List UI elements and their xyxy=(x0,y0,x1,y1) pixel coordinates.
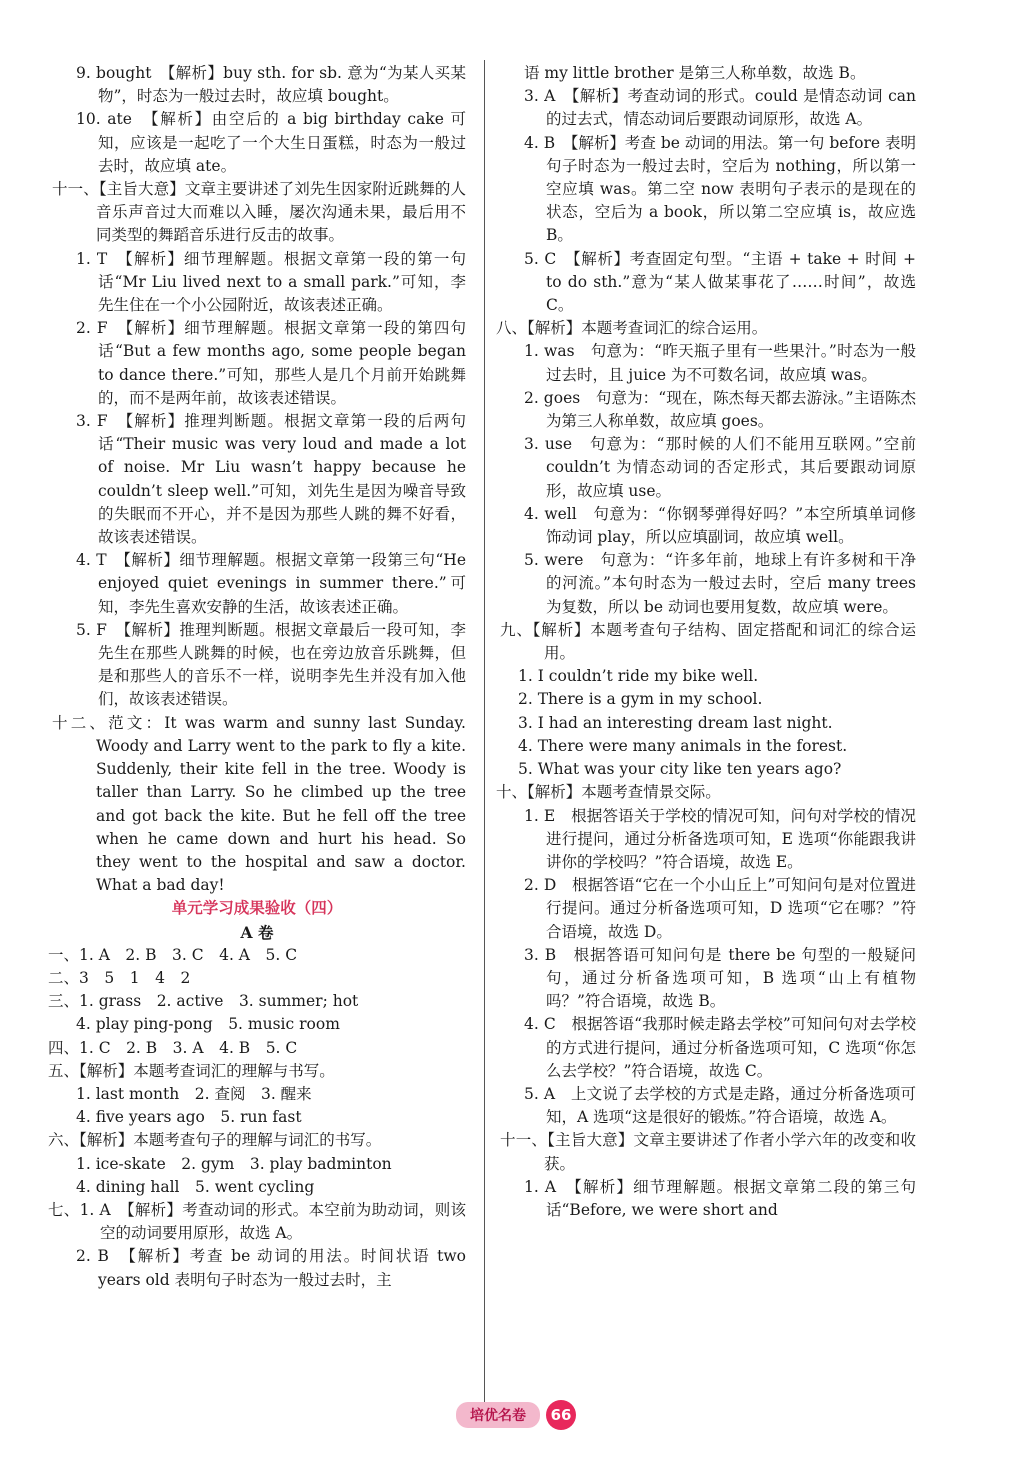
answer-paragraph: 十一、【主旨大意】文章主要讲述了刘先生因家附近跳舞的人音乐声音过大而难以入睡，屡次沟通未果，最后用不同类型的舞蹈音乐进行反击的故事。 xyxy=(52,180,466,245)
answer-paragraph: 1. A 【解析】细节理解题。根据文章第二段的第三句话“Before, we were short and xyxy=(524,1177,916,1219)
answer-paragraph: 4. C 根据答语“我那时候走路去学校”可知问句对去学校的方式进行提问，通过分析备选项可知，C 选项“你怎么去学校？”符合语境，故选 C。 xyxy=(524,1015,916,1080)
answer-paragraph: 2. D 根据答语“它在一个小山丘上”可知问句是对位置进行提问。通过分析备选项可知，D 选项“它在哪？”符合语境，故选 D。 xyxy=(524,876,916,941)
answer-paragraph: 5. C 【解析】考查固定句型。“主语 + take + 时间 + to do sth.”意为“某人做某事花了……时间”，故选 C。 xyxy=(524,249,916,315)
answer-paragraph: 一、1. A 2. B 3. C 4. A 5. C xyxy=(48,945,298,964)
answer-paragraph: 3. F 【解析】推理判断题。根据文章第一段的后两句话“Their music was very loud and made a lot of noise. Mr Liu wasn’t happy because he couldn’t sleep well.”可知，刘先生是因为噪音导致的失眠而不开心，并不是因为那些人跳的舞不好看，故该表述错误。 xyxy=(76,412,466,547)
answer-paragraph: 九、【解析】本题考查句子结构、固定搭配和词汇的综合运用。 xyxy=(500,620,916,663)
answer-paragraph: 2. F 【解析】细节理解题。根据文章第一段的第四句话“But a few months ago, some people began to dance there.”可知，那些人是几个月前开始跳舞的，而不是两年前，故该表述错误。 xyxy=(76,319,466,407)
answer-paragraph: 4. dining hall 5. went cycling xyxy=(76,1177,315,1196)
page-number: 66 xyxy=(546,1400,576,1430)
answer-paragraph: 1. ice-skate 2. gym 3. play badminton xyxy=(76,1154,392,1173)
answer-paragraph: 十一、【主旨大意】文章主要讲述了作者小学六年的改变和收获。 xyxy=(500,1131,916,1173)
answer-paragraph: 1. I couldn’t ride my bike well. xyxy=(518,667,759,686)
answer-paragraph: 1. E 根据答语关于学校的情况可知，问句对学校的情况进行提问，通过分析备选项可知，E 选项“你能跟我讲讲你的学校吗？”符合语境，故选 E。 xyxy=(524,806,916,871)
column-divider xyxy=(484,60,485,1412)
footer-badge xyxy=(456,1400,576,1430)
answer-paragraph: 3. I had an interesting dream last night. xyxy=(518,713,833,732)
answer-paragraph: 10. ate 【解析】由空后的 a big birthday cake 可知，应该是一起吃了一个大生日蛋糕，时态为一般过去时，故应填 ate。 xyxy=(76,110,466,175)
answer-paragraph: 2. There is a gym in my school. xyxy=(518,690,763,709)
answer-paragraph: 八、【解析】本题考查词汇的综合运用。 xyxy=(496,319,768,338)
right-column xyxy=(496,62,916,1222)
answer-paragraph: 四、1. C 2. B 3. A 4. B 5. C xyxy=(48,1038,298,1057)
answer-paragraph: 六、【解析】本题考查句子的理解与词汇的书写。 xyxy=(48,1131,382,1150)
answer-paragraph: 2. goes 句意为：“现在，陈杰每天都去游泳。”主语陈杰为第三人称单数，故应填 goes。 xyxy=(524,388,916,431)
book-title-label: 培优名卷 xyxy=(456,1402,540,1428)
answer-paragraph: 4. There were many animals in the forest. xyxy=(518,736,848,755)
answer-paragraph: 5. A 上文说了去学校的方式是走路，通过分析备选项可知，A 选项“这是很好的锻炼。”符合语境，故选 A。 xyxy=(524,1084,916,1127)
answer-paragraph: 4. well 句意为：“你钢琴弹得好吗？”本空所填单词修饰动词 play，所以应填副词，故应填 well。 xyxy=(524,504,916,547)
answer-paragraph: 七、1. A 【解析】考查动词的形式。本空前为助动词，则该空的动词要用原形，故选 A。 xyxy=(48,1200,466,1243)
answer-paragraph: 3. B 根据答语可知问句是 there be 句型的一般疑问句，通过分析备选项可知，B 选项“山上有植物吗？”符合语境，故选 B。 xyxy=(524,945,916,1011)
answer-paragraph: 十、【解析】本题考查情景交际。 xyxy=(496,783,721,802)
answer-paragraph: 4. play ping-pong 5. music room xyxy=(76,1015,340,1034)
answer-paragraph: 三、1. grass 2. active 3. summer; hot xyxy=(48,992,359,1011)
page-footer xyxy=(0,1400,1032,1430)
left-column xyxy=(48,62,466,1292)
answer-paragraph: 9. bought 【解析】buy sth. for sb. 意为“为某人买某物”，时态为一般过去时，故应填 bought。 xyxy=(76,64,466,106)
answer-paragraph: 五、【解析】本题考查词汇的理解与书写。 xyxy=(48,1061,335,1080)
answer-paragraph: 2. B 【解析】考查 be 动词的用法。时间状语 two years old 表明句子时态为一般过去时，主 xyxy=(76,1247,466,1289)
answer-paragraph: 1. was 句意为：“昨天瓶子里有一些果汁。”时态为一般过去时，且 juice 为不可数名词，故应填 was。 xyxy=(524,342,916,384)
answer-paragraph: 1. T 【解析】细节理解题。根据文章第一段的第一句话“Mr Liu lived next to a small park.”可知，李先生住在一个小公园附近，故该表述正确。 xyxy=(76,249,466,315)
answer-paragraph: 4. T 【解析】细节理解题。根据文章第一段第三句“He enjoyed quiet evenings in summer there.”可知，李先生喜欢安静的生活，故该表述正确。 xyxy=(76,551,466,616)
answer-paragraph: 5. F 【解析】推理判断题。根据文章最后一段可知，李先生在那些人跳舞的时候，也在旁边放音乐跳舞，但是和那些人的音乐不一样，说明李先生并没有加入他们，故该表述错误。 xyxy=(76,620,466,709)
answer-paragraph: 4. B 【解析】考查 be 动词的用法。第一句 before 表明句子时态为一般过去时，空后为 nothing，所以第一空应填 was。第二空 now 表明句子表示的是现在的状态，空后为 a book，所以第二空应填 is，故应选 B。 xyxy=(524,133,916,245)
answer-paragraph: 4. five years ago 5. run fast xyxy=(76,1108,302,1127)
answer-paragraph: 单元学习成果验收（四） xyxy=(171,899,343,918)
answer-paragraph: A 卷 xyxy=(240,922,274,942)
answer-paragraph: 二、3 5 1 4 2 xyxy=(48,968,191,987)
answer-paragraph: 1. last month 2. 查阅 3. 醒来 xyxy=(76,1084,312,1103)
answer-paragraph: 3. use 句意为：“那时候的人们不能用互联网。”空前 couldn’t 为情态动词的否定形式，其后要跟动词原形，故应填 use。 xyxy=(524,435,916,500)
answer-paragraph: 语 my little brother 是第三人称单数，故选 B。 xyxy=(524,64,866,82)
answer-paragraph: 5. were 句意为：“许多年前，地球上有许多树和干净的河流。”本句时态为一般过去时，空后 many trees 为复数，所以 be 动词也要用复数，故应填 were。 xyxy=(524,551,916,616)
answer-paragraph: 十二、范文：It was warm and sunny last Sunday. Woody and Larry went to the park to fly a kite. Suddenly, their kite fell in the tree. Woody is taller than Larry. So he climbed up the tree and got back the kite. But he fell off the tree when he came down and hurt his head. So they went to the hospital and saw a doctor. What a bad day! xyxy=(52,713,466,895)
answer-paragraph: 5. What was your city like ten years ago? xyxy=(518,760,842,779)
answer-paragraph: 3. A 【解析】考查动词的形式。could 是情态动词 can 的过去式，情态动词后要跟动词原形，故选 A。 xyxy=(524,87,916,129)
